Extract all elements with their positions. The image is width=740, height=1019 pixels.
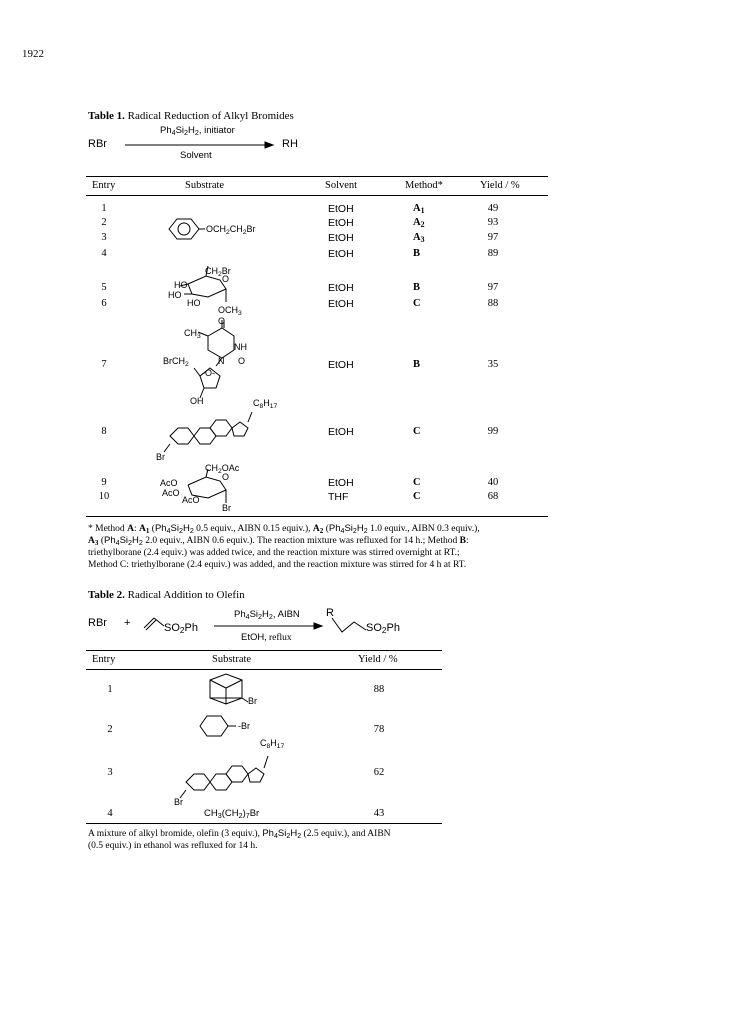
t1-method: $A_2$ [413,217,425,229]
t2-entry: 4 [107,808,113,819]
table1-top-rule [86,176,548,177]
t1-solvent: EtOH [328,426,354,438]
scheme2-product-r: R [326,607,334,619]
label-br: Br [222,503,231,513]
t1-method: C [413,491,421,502]
t1-yield: 88 [487,298,499,309]
table2-bottom-rule [86,823,442,824]
t1-solvent: EtOH [328,298,354,310]
scheme1-reagent: $Ph_4Si_2H_2$, initiator [160,125,235,137]
t1-yield: 93 [487,217,499,228]
label-nh: NH [234,342,247,352]
t1-yield: 35 [487,359,499,370]
t1-entry: 3 [101,232,107,243]
t1-yield: 89 [487,248,499,259]
t1-entry: 7 [101,359,107,370]
label-o: -O- [202,368,215,378]
footnote2-line1: A mixture of alkyl bromide, olefin (3 equiv.), $Ph_4Si_2H_2$ (2.5 equiv.), and AIBN [88,828,391,840]
table1-caption-text: Radical Reduction of Alkyl Bromides [127,110,294,122]
scheme2-plus: + [124,617,131,629]
label-ho: HO [187,298,201,308]
label-o: O [222,274,230,284]
footnote1-line2: $A_3$ ($Ph_4Si_2H_2$ 2.0 equiv., AIBN 0.6 equiv.). The reaction mixture was refluxed for 14 h.; Method B: [88,535,469,547]
t2-yield: 43 [373,808,385,819]
table1-caption [88,110,294,122]
label-ho: HO [168,290,182,300]
label-c8h17: $C_8H_{17}$ [260,738,285,750]
t2-yield: 62 [373,767,385,778]
t1-yield: 97 [487,282,499,293]
table1-footnote [88,523,548,571]
scheme2-reagent: $Ph_4Si_2H_2$, AIBN [234,609,300,621]
t1-method: B [413,248,421,259]
t1-solvent: THF [328,491,349,503]
scheme1-solvent: Solvent [180,150,212,161]
scheme2-product-group: $SO_2Ph$ [366,622,400,635]
structure-bromo-steroid [176,744,286,806]
t1-method: B [413,282,421,293]
table1-header-rule [86,195,548,196]
t1-yield: 68 [487,491,499,502]
scheme2-conditions: EtOH, reflux [241,632,292,643]
footnote1-line3: triethylborane (2.4 equiv.) was added twice, and the reaction mixture was stirred overnight at RT.; [88,548,460,558]
t1-yield: 97 [487,232,499,243]
label-brch2: BrCH$_2$ [163,356,189,368]
label-br: -Br [238,721,250,731]
label-o: O [218,316,226,326]
t1-solvent: EtOH [328,477,354,489]
label-aco: AcO [162,488,180,498]
label-br: Br [248,696,257,706]
label-och2ch2br: $OCH_2CH_2Br$ [206,224,256,236]
label-br: Br [156,452,165,462]
scheme2-arrow [214,622,324,630]
label-o: O [222,472,230,482]
t1-header-substrate: Substrate [185,180,225,191]
t1-method: C [413,426,421,437]
t2-substrate-octyl-bromide: $CH_3(CH_2)_7Br$ [204,808,260,820]
t1-yield: 99 [487,426,499,437]
footnote1-line1: * Method A: $A_1$ ($Ph_4Si_2H_2$ 0.5 equiv., AIBN 0.15 equiv.), $A_2$ ($Ph_4Si_2H_2$ 1.0 equiv., AIBN 0.3 equiv.), [88,523,480,535]
scheme1-product: RH [282,138,298,150]
t2-entry: 3 [107,767,113,778]
t1-method: $A_3$ [413,232,425,244]
t1-entry: 8 [101,426,107,437]
t1-solvent: EtOH [328,282,354,294]
label-br: Br [174,797,183,807]
t1-header-entry: Entry [92,180,116,191]
t1-solvent: EtOH [328,232,354,244]
label-ch2br: $CH_2Br$ [205,266,231,278]
table1-bottom-rule [86,516,548,517]
footnote1-line4: Method C: triethylborane (2.4 equiv.) was added, and the reaction mixture was stirred for 4 h at RT. [88,560,467,570]
label-och3: $OCH_3$ [218,305,242,317]
t2-entry: 2 [107,724,113,735]
t1-entry: 9 [101,477,107,488]
scheme1-arrow [125,141,275,149]
table1-caption-label: Table 1. [88,110,125,122]
label-ch3: $CH_3$ [184,328,201,340]
t1-method: C [413,298,421,309]
t1-entry: 2 [101,217,107,228]
label-aco: AcO [182,495,200,505]
page-number: 1922 [22,48,44,60]
label-c8h17: $C_8H_{17}$ [253,398,278,410]
label-ho: HO [174,280,188,290]
scheme2-olefin-group: $SO_2Ph$ [164,622,198,635]
label-aco: AcO [160,478,178,488]
t1-entry: 6 [101,298,107,309]
label-n: N [218,356,225,366]
label-o: O [238,356,246,366]
table2-caption [88,589,245,601]
t1-solvent: EtOH [328,203,354,215]
t1-entry: 4 [101,248,107,259]
t1-method: B [413,359,421,370]
t1-header-method: Method* [405,180,443,191]
t1-solvent: EtOH [328,359,354,371]
table2-caption-text: Radical Addition to Olefin [127,589,245,601]
t1-yield: 40 [487,477,499,488]
t1-entry: 10 [98,491,110,502]
t1-method: C [413,477,421,488]
t2-header-yield: Yield / % [358,654,398,665]
product-chain-structure [330,614,370,636]
scheme2-reactant: RBr [88,617,107,629]
footnote2-line2: (0.5 equiv.) in ethanol was refluxed for 14 h. [88,841,258,851]
t1-entry: 1 [101,203,107,214]
t1-solvent: EtOH [328,248,354,260]
t1-method: $A_1$ [413,203,425,215]
t1-entry: 5 [101,282,107,293]
label-oh: OH [190,396,204,406]
t2-yield: 78 [373,724,385,735]
t1-header-solvent: Solvent [325,180,358,191]
t2-header-substrate: Substrate [212,654,252,665]
t2-yield: 88 [373,684,385,695]
table2-top-rule [86,650,442,651]
scheme1-reactant: RBr [88,138,107,150]
table2-footnote [88,828,448,852]
t1-yield: 49 [487,203,499,214]
t2-header-entry: Entry [92,654,116,665]
table2-caption-label: Table 2. [88,589,125,601]
t1-solvent: EtOH [328,217,354,229]
table2-header-rule [86,669,442,670]
label-ch2oac: $CH_2OAc$ [205,463,240,475]
t1-header-yield: Yield / % [480,180,520,191]
t2-entry: 1 [107,684,113,695]
